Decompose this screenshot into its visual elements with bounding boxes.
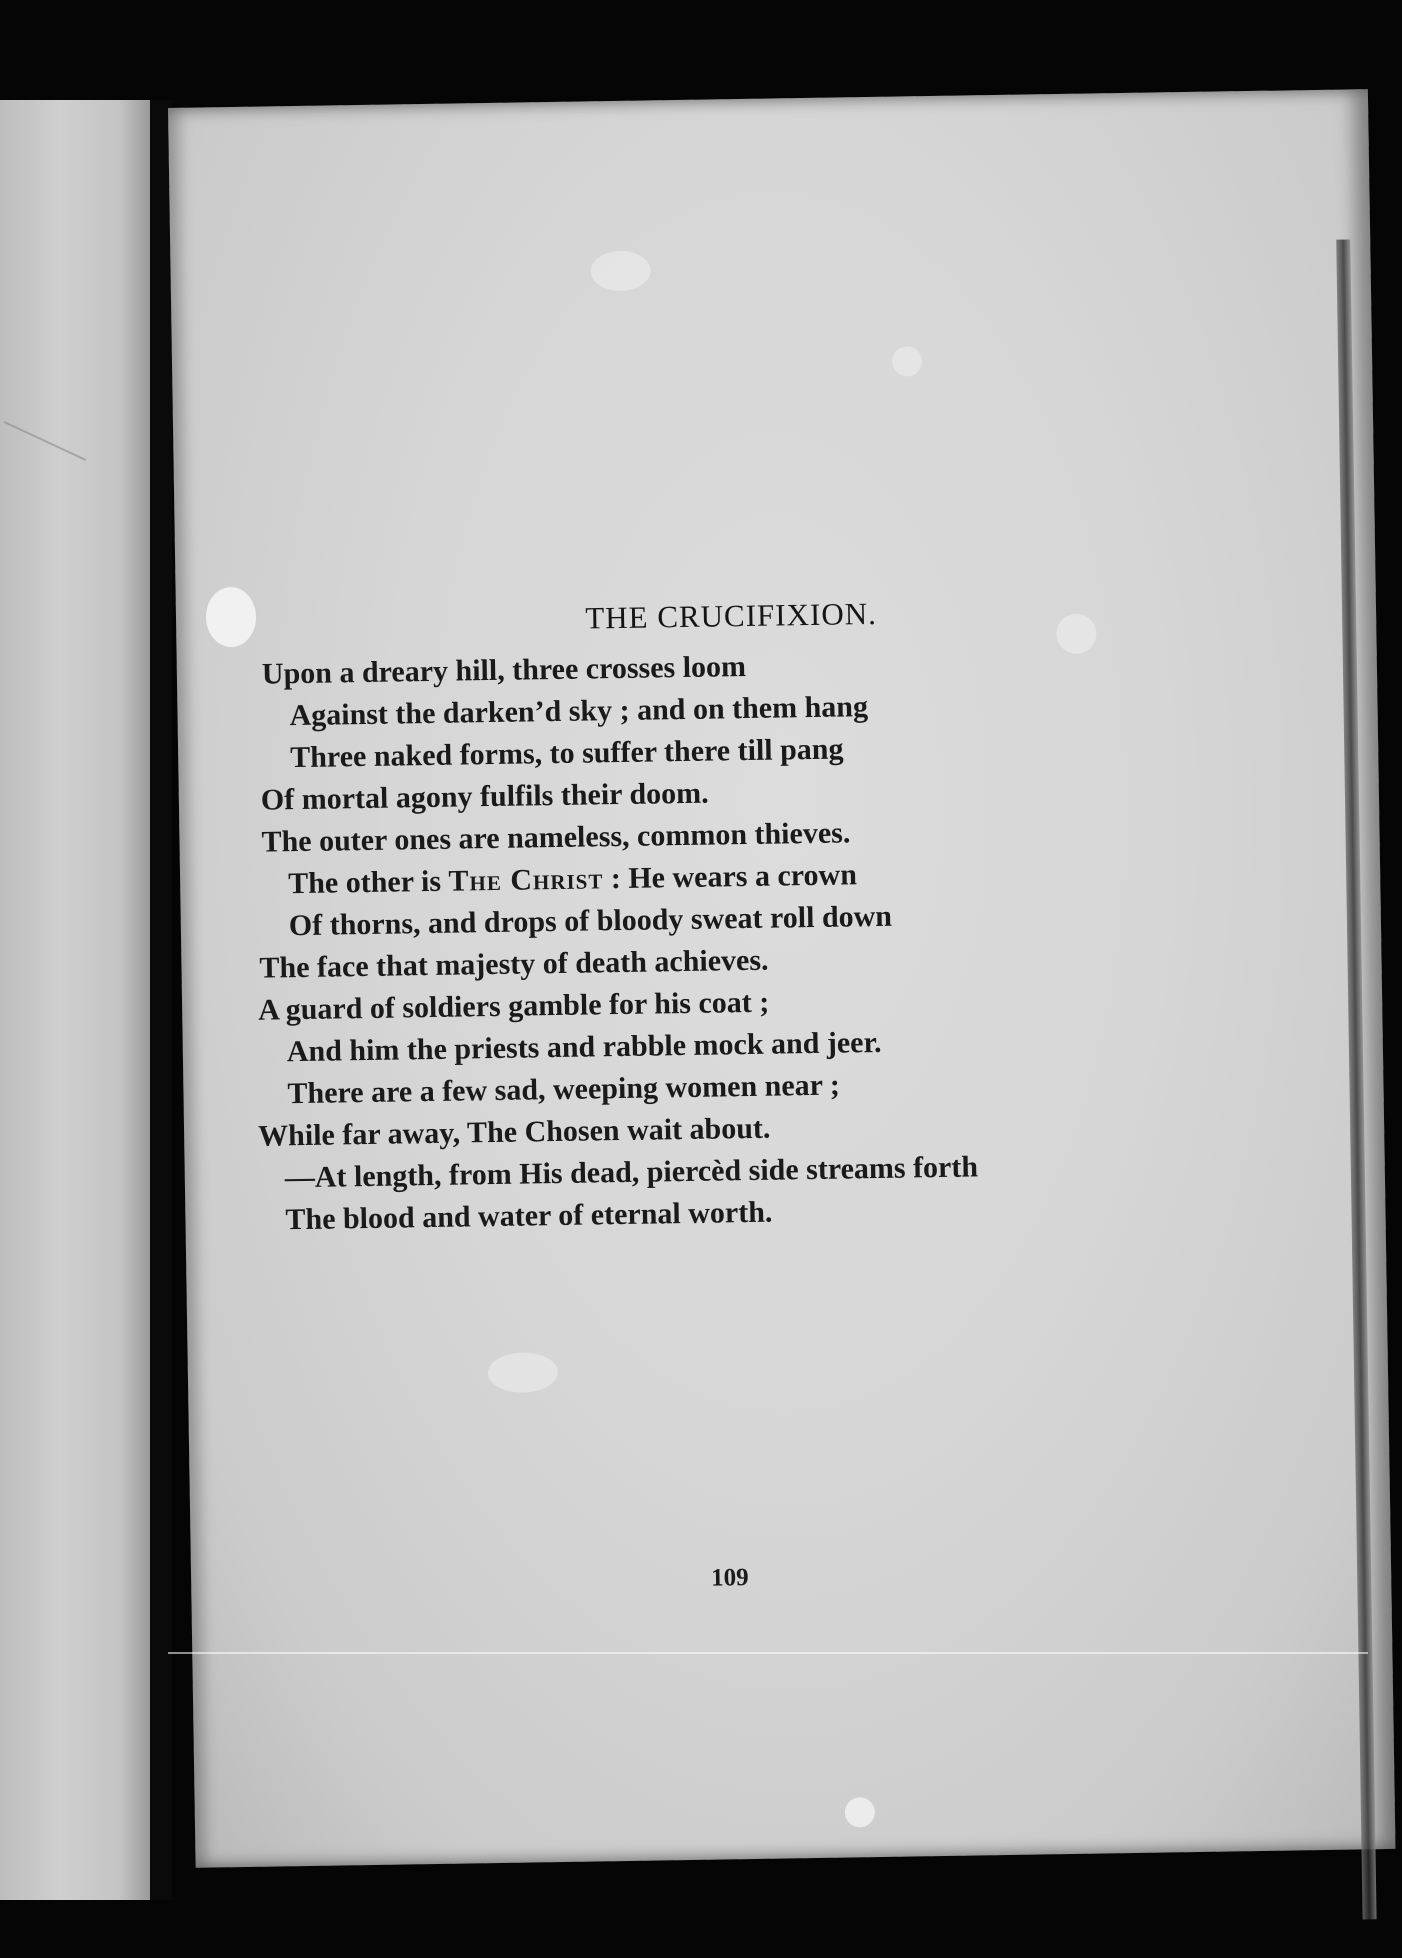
poem-line: The face that majesty of death achieves. — [259, 943, 769, 985]
poem-line: —At length, from His dead, piercèd side streams forth — [284, 1150, 979, 1195]
scan-artifact-line — [168, 1652, 1368, 1654]
poem-line: Of mortal agony fulfils their doom. — [260, 776, 709, 817]
poem-line-part: The other is — [287, 864, 449, 901]
poem-line: The outer ones are nameless, common thieves. — [261, 816, 851, 859]
poem-title: THE CRUCIFIXION. — [585, 595, 878, 636]
book-gutter — [150, 100, 172, 1900]
poem-line: Of thorns, and drops of bloody sweat roll down — [288, 899, 893, 943]
book-page — [168, 89, 1395, 1868]
poem-line: While far away, The Chosen wait about. — [257, 1111, 771, 1153]
poem-line: Three naked forms, to suffer there till pang — [289, 732, 844, 775]
poem-line: Upon a dreary hill, three crosses loom — [261, 649, 747, 691]
the-christ-small-caps: The Christ — [448, 862, 604, 898]
page-number: 109 — [710, 1564, 749, 1592]
poem-line-part: : He wears a crown — [603, 858, 858, 896]
poem-line: A guard of soldiers gamble for his coat ; — [257, 985, 770, 1027]
page-edge-shadow — [1336, 239, 1376, 1919]
poem-body — [177, 638, 1337, 1237]
previous-page-edge — [0, 100, 150, 1900]
poem-line: And him the priests and rabble mock and jeer. — [286, 1025, 882, 1069]
poem-line: There are a few sad, weeping women near ; — [287, 1068, 841, 1111]
poem-line: The blood and water of eternal worth. — [285, 1195, 773, 1237]
poem-line — [288, 855, 857, 904]
poem-line: Against the darken’d sky ; and on them hang — [289, 690, 869, 733]
